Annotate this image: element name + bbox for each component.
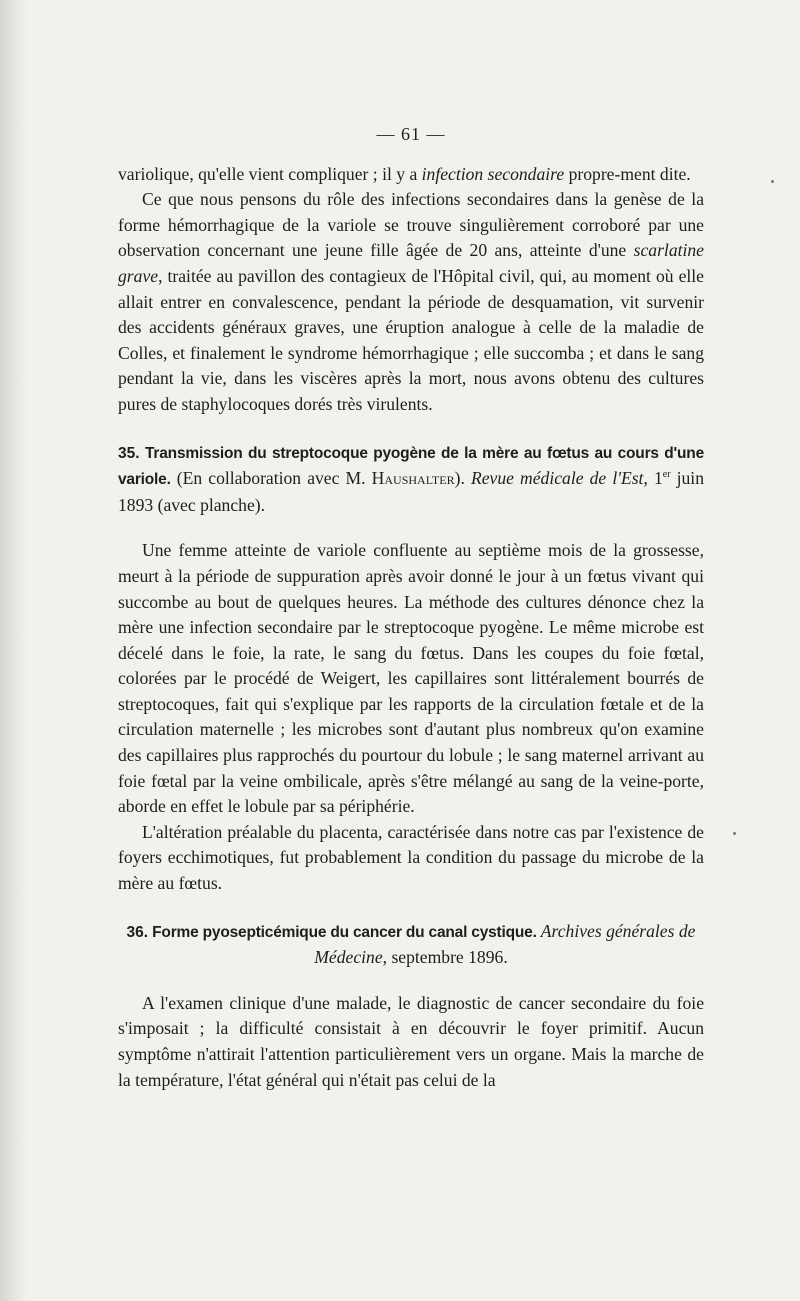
entry-number: 36.	[126, 923, 149, 941]
italic-term: scarlatine grave	[118, 240, 704, 286]
page-gutter-shadow	[0, 0, 28, 1301]
paragraph-case: Une femme atteinte de variole confluente au septième mois de la grossesse, meurt à la période de suppuration après avoir donné le jour à un fœtus vivant qui succombe au bout de quelques heures. La méthode des cultures dénonce chez la mère une infection secondaire par le streptocoque pyogène. Le même microbe est décelé dans le foie, la rate, le sang du fœtus. Dans les coupes du foie fœtal, colorées par le procédé de Weigert, les capillaires sont littéralement bourrés de streptocoques, fait qui s'explique par les rapports de la circulation fœtale et de la circulation maternelle ; les microbes sont d'autant plus nombreux qu'on examine des capillaires plus rapprochés du pourtour du lobule ; le sang maternel arrivant au foie fœtal par la veine ombilicale, après s'être mélangé au sang de la veine-porte, aborde en effet le lobule par sa périphérie.	[118, 540, 704, 817]
entry-title: Transmission du streptocoque pyogène de la mère au fœtus au cours d'une variole.	[118, 444, 704, 489]
text-run: juin 1893 (avec planche).	[118, 468, 704, 515]
text-run: , traitée au pavillon des contagieux de l'Hôpital civil, qui, au moment où elle allait entrer en convalescence, pendant la période de desquamation, vit survenir des accidents généraux graves, une éruption analogue à celle de la maladie de Colles, et finalement le syndrome hémorrhagique ; elle succomba ; et dans le sang pendant la vie, dans les viscères après la mort, nous avons obtenu des cultures pures de staphylocoques dorés très virulents.	[118, 265, 704, 414]
text-run: , septembre 1896.	[382, 947, 508, 968]
scan-speck	[733, 832, 736, 835]
scan-speck	[771, 180, 774, 183]
paragraph-continuation	[118, 162, 704, 188]
text-run: (En collaboration avec M.	[170, 468, 372, 489]
superscript: er	[662, 469, 671, 481]
text-run: , 1	[643, 468, 663, 489]
entry-title: Forme pyosepticémique du cancer du canal cystique.	[148, 923, 537, 941]
italic-term: infection secondaire	[421, 163, 565, 184]
paragraph-observation	[118, 187, 704, 417]
journal-name: Revue médicale de l'Est	[470, 468, 644, 489]
page-number: — 61 —	[376, 124, 446, 144]
paragraph-placenta: L'altération préalable du placenta, caractérisée dans notre cas par l'existence de foyers ecchimotiques, fut probablement la condition du passage du microbe de la mère au fœtus.	[118, 821, 704, 894]
bibliography-entry-36	[118, 919, 704, 971]
author-name: Haushalter	[371, 468, 455, 489]
text-run: propre-ment dite.	[564, 163, 691, 184]
document-page	[118, 122, 704, 1093]
journal-name: Archives générales de Médecine	[314, 920, 696, 968]
text-run: ).	[454, 468, 471, 489]
entry-number: 35.	[118, 444, 140, 462]
text-run: variolique, qu'elle vient compliquer ; il y a	[118, 163, 422, 184]
bibliography-entry-35	[118, 440, 704, 519]
text-run: Ce que nous pensons du rôle des infections secondaires dans la genèse de la forme hémorrhagique de la variole se trouve singulièrement corroboré par une observation concernant une jeune fille âgée de 20 ans, atteinte d'une	[118, 189, 704, 261]
paragraph-examen: A l'examen clinique d'une malade, le diagnostic de cancer secondaire du foie s'imposait ; la difficulté consistait à en découvrir le foyer primitif. Aucun symptôme n'attirait l'attention particulièrement vers un organe. Mais la marche de la température, l'état général qui n'était pas celui de la	[118, 992, 704, 1090]
